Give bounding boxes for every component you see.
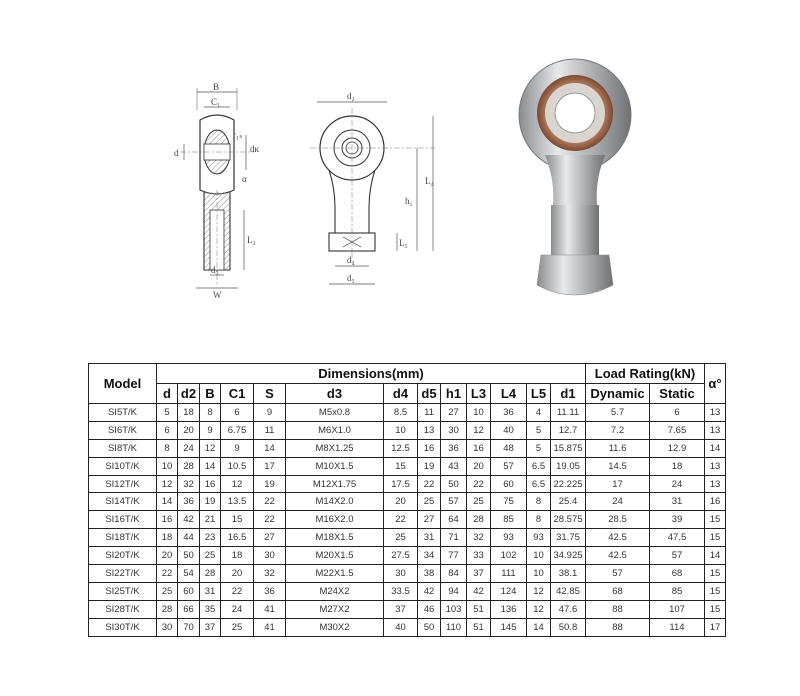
value-cell: M12X1.75 <box>286 475 384 493</box>
value-cell: 23 <box>200 529 221 547</box>
value-cell: 10 <box>384 421 418 439</box>
value-cell: 16 <box>467 439 491 457</box>
column-header: L5 <box>527 384 551 404</box>
value-cell: 17 <box>254 457 286 475</box>
value-cell: 13 <box>418 421 441 439</box>
value-cell: 32 <box>254 565 286 583</box>
column-header: C1 <box>221 384 254 404</box>
value-cell: 16 <box>200 475 221 493</box>
label-rb: r₁ₛ <box>233 130 243 140</box>
column-header-row <box>89 384 726 404</box>
value-cell: 103 <box>441 600 467 618</box>
value-cell: 22.225 <box>551 475 586 493</box>
value-cell: 88 <box>586 618 650 636</box>
side-section-drawing <box>160 80 270 300</box>
value-cell: 14 <box>200 457 221 475</box>
value-cell: 6.5 <box>527 475 551 493</box>
value-cell: M22X1.5 <box>286 565 384 583</box>
value-cell: 20 <box>157 547 178 565</box>
value-cell: 7.2 <box>586 421 650 439</box>
value-cell: 8 <box>200 404 221 422</box>
value-cell: 6 <box>221 404 254 422</box>
value-cell: 10 <box>157 457 178 475</box>
value-cell: 15.875 <box>551 439 586 457</box>
value-cell: 18 <box>157 529 178 547</box>
value-cell: 24 <box>178 439 200 457</box>
table-row <box>89 600 726 618</box>
header-dimensions: Dimensions(mm) <box>157 364 586 384</box>
front-view-drawing <box>305 88 455 298</box>
model-cell: SI25T/K <box>89 582 157 600</box>
value-cell: 60 <box>491 475 527 493</box>
rod-end-bearing-photo-icon <box>505 55 645 315</box>
label-dk: dк <box>250 144 259 154</box>
value-cell: 34.925 <box>551 547 586 565</box>
value-cell: M27X2 <box>286 600 384 618</box>
value-cell: 36 <box>178 493 200 511</box>
value-cell: 42.5 <box>586 529 650 547</box>
value-cell: 110 <box>441 618 467 636</box>
value-cell: 25.4 <box>551 493 586 511</box>
column-header: Dynamic <box>586 384 650 404</box>
value-cell: 22 <box>418 475 441 493</box>
value-cell: 14 <box>157 493 178 511</box>
value-cell: 12 <box>527 600 551 618</box>
value-cell: 66 <box>178 600 200 618</box>
value-cell: 19 <box>418 457 441 475</box>
value-cell: M10X1.5 <box>286 457 384 475</box>
value-cell: 22 <box>254 511 286 529</box>
value-cell: 102 <box>491 547 527 565</box>
column-header: d <box>157 384 178 404</box>
value-cell: 12 <box>221 475 254 493</box>
value-cell: 88 <box>586 600 650 618</box>
value-cell: 70 <box>178 618 200 636</box>
value-cell: 42.5 <box>586 547 650 565</box>
value-cell: 12 <box>527 582 551 600</box>
column-header: d4 <box>384 384 418 404</box>
value-cell: 15 <box>705 600 726 618</box>
value-cell: 15 <box>705 511 726 529</box>
value-cell: 60 <box>178 582 200 600</box>
value-cell: 25 <box>418 493 441 511</box>
group-header-row <box>89 364 726 384</box>
value-cell: 8.5 <box>384 404 418 422</box>
header-model: Model <box>89 364 157 404</box>
value-cell: 10 <box>527 565 551 583</box>
value-cell: 28.575 <box>551 511 586 529</box>
column-header: d2 <box>178 384 200 404</box>
value-cell: 12.5 <box>384 439 418 457</box>
value-cell: 31 <box>650 493 705 511</box>
table-row <box>89 511 726 529</box>
value-cell: 11.6 <box>586 439 650 457</box>
value-cell: 57 <box>586 565 650 583</box>
value-cell: 124 <box>491 582 527 600</box>
value-cell: 38 <box>418 565 441 583</box>
value-cell: 19.05 <box>551 457 586 475</box>
value-cell: 17.5 <box>384 475 418 493</box>
value-cell: 42 <box>178 511 200 529</box>
value-cell: 15 <box>705 565 726 583</box>
value-cell: 50 <box>178 547 200 565</box>
model-cell: SI28T/K <box>89 600 157 618</box>
value-cell: M8X1.25 <box>286 439 384 457</box>
value-cell: 68 <box>586 582 650 600</box>
value-cell: 10 <box>467 404 491 422</box>
value-cell: 25 <box>200 547 221 565</box>
value-cell: 22 <box>221 582 254 600</box>
model-cell: SI22T/K <box>89 565 157 583</box>
model-cell: SI18T/K <box>89 529 157 547</box>
value-cell: 25 <box>467 493 491 511</box>
model-cell: SI16T/K <box>89 511 157 529</box>
value-cell: 9 <box>254 404 286 422</box>
value-cell: 14 <box>705 547 726 565</box>
value-cell: 31 <box>418 529 441 547</box>
value-cell: 50.8 <box>551 618 586 636</box>
model-cell: SI12T/K <box>89 475 157 493</box>
table-row <box>89 421 726 439</box>
value-cell: 14 <box>705 439 726 457</box>
value-cell: 44 <box>178 529 200 547</box>
value-cell: 9 <box>200 421 221 439</box>
value-cell: 38.1 <box>551 565 586 583</box>
value-cell: 30 <box>441 421 467 439</box>
value-cell: 24 <box>650 475 705 493</box>
value-cell: 20 <box>467 457 491 475</box>
value-cell: 18 <box>178 404 200 422</box>
value-cell: 93 <box>527 529 551 547</box>
value-cell: 22 <box>157 565 178 583</box>
value-cell: 11 <box>254 421 286 439</box>
value-cell: 37 <box>200 618 221 636</box>
value-cell: 6 <box>157 421 178 439</box>
table-row <box>89 475 726 493</box>
label-d: d <box>174 148 179 158</box>
value-cell: 25 <box>157 582 178 600</box>
model-cell: SI8T/K <box>89 439 157 457</box>
value-cell: 9 <box>221 439 254 457</box>
value-cell: 5 <box>157 404 178 422</box>
value-cell: 30 <box>157 618 178 636</box>
dimensions-table <box>88 363 726 637</box>
label-L4: L₄ <box>425 176 434 186</box>
value-cell: 6 <box>650 404 705 422</box>
technical-drawings <box>0 0 800 340</box>
table-row <box>89 582 726 600</box>
value-cell: 32 <box>178 475 200 493</box>
value-cell: 57 <box>491 457 527 475</box>
value-cell: 16 <box>705 493 726 511</box>
value-cell: 5 <box>527 421 551 439</box>
value-cell: 48 <box>491 439 527 457</box>
header-alpha: α° <box>705 364 726 404</box>
value-cell: 15 <box>221 511 254 529</box>
header-load-rating: Load Rating(kN) <box>586 364 705 384</box>
value-cell: 33 <box>467 547 491 565</box>
value-cell: 20 <box>221 565 254 583</box>
value-cell: 14.5 <box>586 457 650 475</box>
value-cell: 6.75 <box>221 421 254 439</box>
column-header: Static <box>650 384 705 404</box>
label-L5: L₅ <box>399 238 408 248</box>
value-cell: 12 <box>467 421 491 439</box>
value-cell: 51 <box>467 600 491 618</box>
value-cell: 19 <box>254 475 286 493</box>
value-cell: 32 <box>467 529 491 547</box>
value-cell: 12.9 <box>650 439 705 457</box>
table-body <box>89 404 726 637</box>
value-cell: 37 <box>467 565 491 583</box>
value-cell: 20 <box>178 421 200 439</box>
model-cell: SI14T/K <box>89 493 157 511</box>
column-header: d1 <box>551 384 586 404</box>
value-cell: 11 <box>418 404 441 422</box>
value-cell: 13 <box>705 404 726 422</box>
value-cell: 31.75 <box>551 529 586 547</box>
value-cell: 28.5 <box>586 511 650 529</box>
value-cell: 13 <box>705 475 726 493</box>
value-cell: 17 <box>586 475 650 493</box>
value-cell: 85 <box>491 511 527 529</box>
value-cell: 28 <box>157 600 178 618</box>
model-cell: SI6T/K <box>89 421 157 439</box>
value-cell: 19 <box>200 493 221 511</box>
label-d3: d₃ <box>211 265 219 275</box>
value-cell: 114 <box>650 618 705 636</box>
column-header: S <box>254 384 286 404</box>
label-alpha: α <box>242 174 247 184</box>
value-cell: 14 <box>527 618 551 636</box>
value-cell: 16.5 <box>221 529 254 547</box>
value-cell: 4 <box>527 404 551 422</box>
value-cell: 36 <box>441 439 467 457</box>
value-cell: 15 <box>705 582 726 600</box>
value-cell: 68 <box>650 565 705 583</box>
table-row <box>89 439 726 457</box>
value-cell: 136 <box>491 600 527 618</box>
label-W: W <box>213 290 222 300</box>
value-cell: 5.7 <box>586 404 650 422</box>
table-row <box>89 547 726 565</box>
value-cell: 41 <box>254 600 286 618</box>
value-cell: M16X2.0 <box>286 511 384 529</box>
value-cell: 13 <box>705 421 726 439</box>
label-B: B <box>213 82 220 92</box>
value-cell: 43 <box>441 457 467 475</box>
value-cell: 34 <box>418 547 441 565</box>
value-cell: 10.5 <box>221 457 254 475</box>
value-cell: 30 <box>384 565 418 583</box>
value-cell: 39 <box>650 511 705 529</box>
value-cell: 27 <box>254 529 286 547</box>
value-cell: M14X2.0 <box>286 493 384 511</box>
value-cell: 18 <box>221 547 254 565</box>
value-cell: 25 <box>221 618 254 636</box>
value-cell: 111 <box>491 565 527 583</box>
column-header: h1 <box>441 384 467 404</box>
value-cell: 12 <box>157 475 178 493</box>
value-cell: 94 <box>441 582 467 600</box>
label-d5: d₅ <box>347 273 355 283</box>
value-cell: 71 <box>441 529 467 547</box>
model-cell: SI10T/K <box>89 457 157 475</box>
value-cell: 28 <box>467 511 491 529</box>
value-cell: M6X1.0 <box>286 421 384 439</box>
value-cell: 15 <box>384 457 418 475</box>
value-cell: 36 <box>254 582 286 600</box>
value-cell: 47.6 <box>551 600 586 618</box>
value-cell: 22 <box>254 493 286 511</box>
value-cell: 24 <box>586 493 650 511</box>
value-cell: 5 <box>527 439 551 457</box>
value-cell: 28 <box>178 457 200 475</box>
value-cell: 42 <box>467 582 491 600</box>
value-cell: 25 <box>384 529 418 547</box>
table-row <box>89 618 726 636</box>
column-header: d5 <box>418 384 441 404</box>
value-cell: 51 <box>467 618 491 636</box>
value-cell: 7.65 <box>650 421 705 439</box>
value-cell: 18 <box>650 457 705 475</box>
value-cell: 107 <box>650 600 705 618</box>
value-cell: 33.5 <box>384 582 418 600</box>
value-cell: 22 <box>467 475 491 493</box>
value-cell: 22 <box>384 511 418 529</box>
value-cell: 40 <box>384 618 418 636</box>
value-cell: 21 <box>200 511 221 529</box>
value-cell: 27.5 <box>384 547 418 565</box>
value-cell: 85 <box>650 582 705 600</box>
value-cell: 27 <box>418 511 441 529</box>
value-cell: 35 <box>200 600 221 618</box>
value-cell: 93 <box>491 529 527 547</box>
value-cell: 54 <box>178 565 200 583</box>
value-cell: 41 <box>254 618 286 636</box>
value-cell: 30 <box>254 547 286 565</box>
column-header: B <box>200 384 221 404</box>
value-cell: 12.7 <box>551 421 586 439</box>
label-h1: h₁ <box>405 196 413 206</box>
model-cell: SI20T/K <box>89 547 157 565</box>
value-cell: 14 <box>254 439 286 457</box>
table-row <box>89 565 726 583</box>
column-header: d3 <box>286 384 384 404</box>
value-cell: 57 <box>441 493 467 511</box>
value-cell: 77 <box>441 547 467 565</box>
value-cell: 8 <box>527 493 551 511</box>
value-cell: 36 <box>491 404 527 422</box>
value-cell: 40 <box>491 421 527 439</box>
value-cell: M24X2 <box>286 582 384 600</box>
value-cell: 57 <box>650 547 705 565</box>
value-cell: 46 <box>418 600 441 618</box>
value-cell: 13.5 <box>221 493 254 511</box>
value-cell: 47.5 <box>650 529 705 547</box>
model-cell: SI5T/K <box>89 404 157 422</box>
value-cell: 6.5 <box>527 457 551 475</box>
value-cell: 24 <box>221 600 254 618</box>
value-cell: 10 <box>527 547 551 565</box>
value-cell: 8 <box>157 439 178 457</box>
value-cell: 84 <box>441 565 467 583</box>
value-cell: 145 <box>491 618 527 636</box>
value-cell: M30X2 <box>286 618 384 636</box>
label-L3: L₃ <box>247 235 256 245</box>
label-C1: C₁ <box>211 97 221 107</box>
value-cell: 20 <box>384 493 418 511</box>
value-cell: M20X1.5 <box>286 547 384 565</box>
table-row <box>89 457 726 475</box>
value-cell: 16 <box>157 511 178 529</box>
value-cell: 64 <box>441 511 467 529</box>
value-cell: 16 <box>418 439 441 457</box>
label-d4: d₄ <box>347 255 355 265</box>
table-row <box>89 529 726 547</box>
value-cell: 75 <box>491 493 527 511</box>
value-cell: M18X1.5 <box>286 529 384 547</box>
value-cell: 15 <box>705 529 726 547</box>
value-cell: 17 <box>705 618 726 636</box>
value-cell: M5x0.8 <box>286 404 384 422</box>
value-cell: 42.85 <box>551 582 586 600</box>
value-cell: 31 <box>200 582 221 600</box>
value-cell: 27 <box>441 404 467 422</box>
value-cell: 50 <box>418 618 441 636</box>
column-header: L3 <box>467 384 491 404</box>
value-cell: 11.11 <box>551 404 586 422</box>
label-d2: d₂ <box>347 91 355 101</box>
table-row <box>89 493 726 511</box>
column-header: L4 <box>491 384 527 404</box>
table-row <box>89 404 726 422</box>
model-cell: SI30T/K <box>89 618 157 636</box>
value-cell: 28 <box>200 565 221 583</box>
value-cell: 37 <box>384 600 418 618</box>
value-cell: 12 <box>200 439 221 457</box>
value-cell: 13 <box>705 457 726 475</box>
value-cell: 8 <box>527 511 551 529</box>
value-cell: 42 <box>418 582 441 600</box>
value-cell: 50 <box>441 475 467 493</box>
